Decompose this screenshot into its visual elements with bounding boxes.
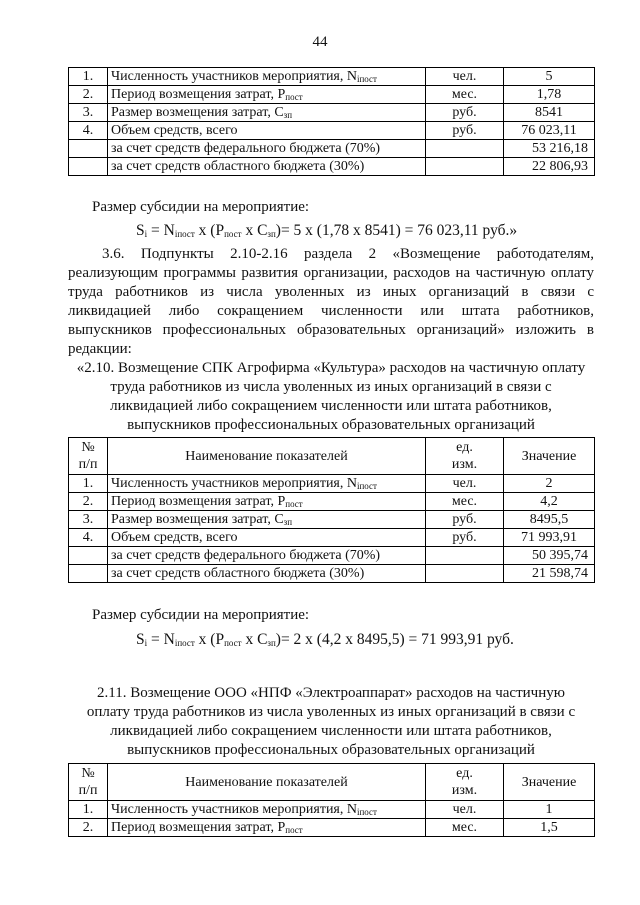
table-row: 4. Объем средств, всего руб. 71 993,91 xyxy=(69,529,595,547)
table-row: 1. Численность участников мероприятия, $N_{iпост}$ чел. 2 xyxy=(69,475,595,493)
heading-2-11: 2.11. Возмещение ООО «НПФ «Электроаппарат» расходов на частичную оплату труда работников из числа уволенных из иных организаций в связи с ликвидацией либо сокращением численности или штата работников, выпускников профессиональных образовательных организаций xyxy=(86,685,576,758)
table1-body xyxy=(69,68,595,176)
indicators-table-1 xyxy=(68,67,595,176)
formula-2: $S_i = N_{iпост}$ х ($Р_{пост}$ х $С_{зп})= 2$ х (4,2 х 8495,5) = 71 993,91 руб. xyxy=(136,631,514,648)
table-row: 2. Период возмещения затрат, $Р_{пост}$ мес. 1,5 xyxy=(69,819,595,837)
table-row: 1. Численность участников мероприятия, $N_{iпост}$ чел. 5 xyxy=(69,68,595,86)
table-header-row: № п/п Наименование показателей ед. изм. Значение xyxy=(69,438,595,475)
table-row: 2. Период возмещения затрат, $Р_{пост}$ мес. 4,2 xyxy=(69,493,595,511)
formula-1: $S_i = N_{iпост}$ х ($Р_{пост}$ х $С_{зп})= 5$ х (1,78 х 8541) = 76 023,11 руб.» xyxy=(136,222,518,239)
table-row: 2. Период возмещения затрат, $Р_{пост}$ мес. 1,78 xyxy=(69,86,595,104)
table-row: 3. Размер возмещения затрат, $С_{зп}$ руб. 8495,5 xyxy=(69,511,595,529)
heading-2-10: «2.10. Возмещение СПК Агрофирма «Культура» расходов на частичную оплату труда работников из числа уволенных из иных организаций в связи с ликвидацией либо сокращением численности или штата работников, выпускников профессиональных образовательных организаций xyxy=(76,360,586,433)
table-row: за счет средств областного бюджета (30%) 22 806,93 xyxy=(69,158,595,176)
table-row: за счет средств областного бюджета (30%) 21 598,74 xyxy=(69,565,595,583)
table-row: 3. Размер возмещения затрат, $С_{зп}$ руб. 8541 xyxy=(69,104,595,122)
table-header-row: № п/п Наименование показателей ед. изм. Значение xyxy=(69,764,595,801)
subsidy-label-1: Размер субсидии на мероприятие: xyxy=(92,199,310,215)
page-number: 44 xyxy=(312,34,328,50)
table2-body xyxy=(69,438,595,583)
indicators-table-2 xyxy=(68,437,595,583)
table-row: 1. Численность участников мероприятия, $N_{iпост}$ чел. 1 xyxy=(69,801,595,819)
subsidy-label-2: Размер субсидии на мероприятие: xyxy=(92,607,310,623)
table-row: за счет средств федерального бюджета (70%) 50 395,74 xyxy=(69,547,595,565)
table-row: за счет средств федерального бюджета (70%) 53 216,18 xyxy=(69,140,595,158)
indicators-table-3 xyxy=(68,763,595,837)
table3-body xyxy=(69,764,595,837)
table-row: 4. Объем средств, всего руб. 76 023,11 xyxy=(69,122,595,140)
section-3-6-paragraph: 3.6. Подпункты 2.10-2.16 раздела 2 «Возмещение работодателям, реализующим программы развития организации, расходов на частичную оплату труда работников из числа уволенных из иных организаций в связи с ликвидацией либо сокращением численности или штата работников, выпускников профессиональных образовательных организаций» изложить в редакции: xyxy=(68,246,594,357)
